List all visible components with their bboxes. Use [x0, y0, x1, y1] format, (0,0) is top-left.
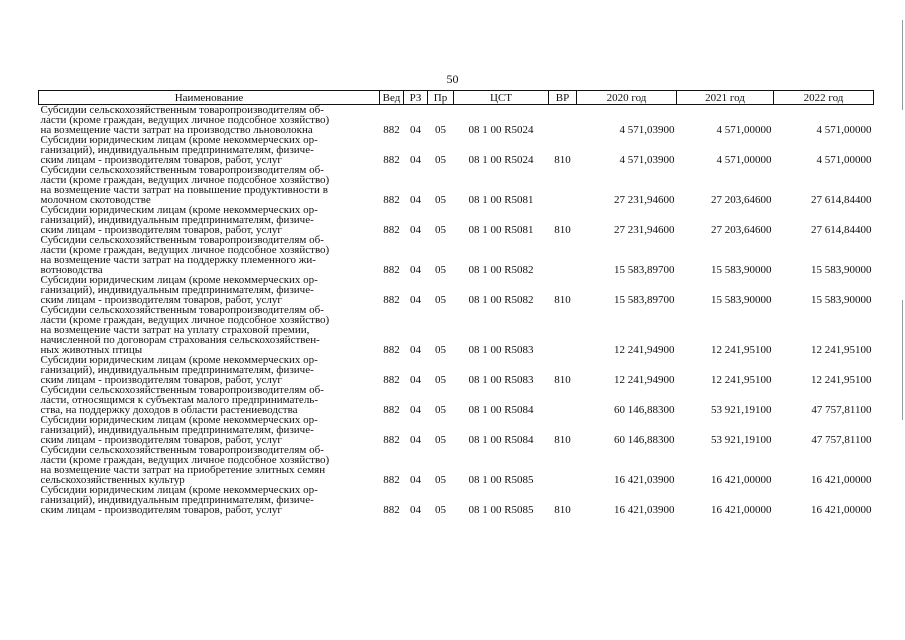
cell-pr: 05	[435, 404, 446, 416]
cell-name-line: на возмещение части затрат на приобретение элитных семян	[40, 464, 326, 476]
cell-pr: 05	[435, 434, 446, 446]
cell-name-line: Субсидии сельскохозяйственным товаропроизводителям об-	[40, 444, 324, 456]
cell-name	[39, 135, 380, 165]
header-cst: ЦСТ	[454, 91, 549, 105]
cell-pr: 05	[435, 294, 446, 306]
cell-name-line: ским лицам - производителям товаров, работ, услуг	[40, 504, 282, 516]
cell-pr: 05	[435, 374, 446, 386]
cell-cst: 08 1 00 R5083	[468, 344, 534, 356]
cell-vr: 810	[554, 504, 571, 516]
header-2022: 2022 год	[774, 91, 874, 105]
table-row	[39, 485, 874, 515]
cell-2022: 15 583,90000	[811, 294, 872, 306]
cell-cst: 08 1 00 R5085	[468, 474, 534, 486]
cell-name-line: ласти (кроме граждан, ведущих личное подсобное хозяйство)	[40, 454, 330, 466]
cell-2020: 15 583,89700	[614, 294, 675, 306]
cell-2022: 12 241,95100	[811, 374, 872, 386]
cell-2022: 27 614,84400	[811, 224, 872, 236]
header-name: Наименование	[39, 91, 380, 105]
cell-ved: 882	[383, 474, 400, 486]
scan-edge-mark	[902, 20, 903, 110]
cell-name-line: начисленной по договорам страхования сельскохозяйствен-	[40, 334, 320, 346]
cell-name	[39, 485, 380, 515]
cell-name-line: Субсидии сельскохозяйственным товаропроизводителям об-	[40, 104, 324, 116]
cell-vr	[549, 305, 577, 355]
cell-name-line: Субсидии юридическим лицам (кроме некоммерческих ор-	[40, 134, 318, 146]
cell-vr	[549, 385, 577, 415]
cell-name-line: ским лицам - производителям товаров, работ, услуг	[40, 374, 282, 386]
cell-pr: 05	[435, 504, 446, 516]
cell-2021: 53 921,19100	[711, 434, 772, 446]
table-row	[39, 235, 874, 275]
cell-pr: 05	[435, 344, 446, 356]
cell-name-line: ским лицам - производителям товаров, работ, услуг	[40, 154, 282, 166]
cell-name-line: Субсидии сельскохозяйственным товаропроизводителям об-	[40, 234, 324, 246]
cell-vr: 810	[554, 434, 571, 446]
cell-2021: 16 421,00000	[711, 474, 772, 486]
cell-name	[39, 355, 380, 385]
cell-ved: 882	[383, 294, 400, 306]
cell-2020: 60 146,88300	[614, 404, 675, 416]
cell-2020: 12 241,94900	[614, 374, 675, 386]
cell-name-line: ласти (кроме граждан, ведущих личное подсобное хозяйство)	[40, 314, 330, 326]
cell-cst: 08 1 00 R5085	[468, 504, 534, 516]
cell-name-line: Субсидии юридическим лицам (кроме некоммерческих ор-	[40, 204, 318, 216]
cell-2022: 47 757,81100	[811, 404, 872, 416]
cell-2022: 12 241,95100	[811, 344, 872, 356]
cell-2020: 27 231,94600	[614, 224, 675, 236]
cell-vr	[549, 235, 577, 275]
table-header-row	[39, 91, 874, 105]
cell-2021: 15 583,90000	[711, 294, 772, 306]
cell-2020: 12 241,94900	[614, 344, 675, 356]
table-row	[39, 135, 874, 165]
cell-pr: 05	[435, 194, 446, 206]
cell-vr	[549, 445, 577, 485]
table-row	[39, 305, 874, 355]
cell-name-line: ганизаций), индивидуальным предпринимателям, физиче-	[40, 494, 314, 506]
cell-name	[39, 205, 380, 235]
cell-2020: 4 571,03900	[619, 154, 675, 166]
cell-vr	[549, 105, 577, 136]
cell-2021: 27 203,64600	[711, 224, 772, 236]
cell-name-line: ганизаций), индивидуальным предпринимателям, физиче-	[40, 424, 314, 436]
cell-ved: 882	[383, 404, 400, 416]
cell-cst: 08 1 00 R5024	[468, 154, 534, 166]
cell-2021: 4 571,00000	[716, 154, 772, 166]
cell-name-line: ганизаций), индивидуальным предпринимателям, физиче-	[40, 214, 314, 226]
cell-name	[39, 165, 380, 205]
cell-name-line: ским лицам - производителям товаров, работ, услуг	[40, 434, 282, 446]
cell-rz: 04	[410, 504, 421, 516]
cell-pr: 05	[435, 264, 446, 276]
scan-edge-mark	[902, 300, 903, 420]
cell-2020: 16 421,03900	[614, 504, 675, 516]
table-row	[39, 385, 874, 415]
cell-2021: 12 241,95100	[711, 374, 772, 386]
cell-2021: 4 571,00000	[716, 124, 772, 136]
cell-cst: 08 1 00 R5081	[468, 194, 534, 206]
cell-2020: 27 231,94600	[614, 194, 675, 206]
cell-vr: 810	[554, 154, 571, 166]
cell-2022: 16 421,00000	[811, 504, 872, 516]
cell-2021: 15 583,90000	[711, 264, 772, 276]
cell-rz: 04	[410, 124, 421, 136]
header-2021: 2021 год	[677, 91, 774, 105]
cell-ved: 882	[383, 344, 400, 356]
cell-2021: 16 421,00000	[711, 504, 772, 516]
page-number: 50	[446, 72, 459, 86]
cell-ved: 882	[383, 264, 400, 276]
cell-2021: 12 241,95100	[711, 344, 772, 356]
cell-rz: 04	[410, 194, 421, 206]
cell-2022: 16 421,00000	[811, 474, 872, 486]
cell-name-line: Субсидии юридическим лицам (кроме некоммерческих ор-	[40, 354, 318, 366]
cell-name-line: ганизаций), индивидуальным предпринимателям, физиче-	[40, 144, 314, 156]
cell-name-line: ства, на поддержку доходов в области растениеводства	[40, 404, 298, 416]
cell-name-line: Субсидии сельскохозяйственным товаропроизводителям об-	[40, 164, 324, 176]
cell-cst: 08 1 00 R5082	[468, 264, 534, 276]
cell-name-line: на возмещение части затрат на уплату страховой премии,	[40, 324, 310, 336]
table-row	[39, 445, 874, 485]
cell-name	[39, 305, 380, 355]
cell-name-line: вотноводства	[40, 264, 103, 276]
cell-2021: 53 921,19100	[711, 404, 772, 416]
cell-2022: 15 583,90000	[811, 264, 872, 276]
cell-pr: 05	[435, 154, 446, 166]
cell-cst: 08 1 00 R5084	[468, 404, 534, 416]
table-row	[39, 105, 874, 136]
cell-cst: 08 1 00 R5083	[468, 374, 534, 386]
table-row	[39, 415, 874, 445]
cell-pr: 05	[435, 224, 446, 236]
cell-name	[39, 235, 380, 275]
cell-2022: 27 614,84400	[811, 194, 872, 206]
cell-pr: 05	[435, 474, 446, 486]
cell-rz: 04	[410, 154, 421, 166]
cell-ved: 882	[383, 504, 400, 516]
cell-rz: 04	[410, 224, 421, 236]
cell-rz: 04	[410, 434, 421, 446]
table-row	[39, 275, 874, 305]
cell-cst: 08 1 00 R5081	[468, 224, 534, 236]
table-body	[39, 105, 874, 516]
cell-vr	[549, 165, 577, 205]
cell-pr: 05	[435, 124, 446, 136]
cell-2020: 4 571,03900	[619, 124, 675, 136]
cell-2020: 16 421,03900	[614, 474, 675, 486]
header-ved: Вед	[380, 91, 404, 105]
cell-2021: 27 203,64600	[711, 194, 772, 206]
cell-vr: 810	[554, 374, 571, 386]
cell-name-line: ласти, относящимся к субъектам малого предприниматель-	[40, 394, 318, 406]
cell-rz: 04	[410, 294, 421, 306]
cell-cst: 08 1 00 R5024	[468, 124, 534, 136]
header-pr: Пр	[428, 91, 454, 105]
cell-name-line: ных животных птицы	[40, 344, 143, 356]
cell-ved: 882	[383, 124, 400, 136]
cell-cst: 08 1 00 R5082	[468, 294, 534, 306]
cell-vr: 810	[554, 224, 571, 236]
cell-name-line: ским лицам - производителям товаров, работ, услуг	[40, 224, 282, 236]
cell-2022: 47 757,81100	[811, 434, 872, 446]
cell-ved: 882	[383, 194, 400, 206]
cell-2020: 60 146,88300	[614, 434, 675, 446]
cell-name	[39, 105, 380, 136]
cell-vr: 810	[554, 294, 571, 306]
budget-table	[38, 90, 874, 515]
table-row	[39, 205, 874, 235]
cell-ved: 882	[383, 224, 400, 236]
cell-name-line: на возмещение части затрат на поддержку племенного жи-	[40, 254, 316, 266]
cell-cst: 08 1 00 R5084	[468, 434, 534, 446]
cell-name-line: Субсидии юридическим лицам (кроме некоммерческих ор-	[40, 484, 318, 496]
cell-rz: 04	[410, 264, 421, 276]
cell-name	[39, 445, 380, 485]
cell-name-line: сельскохозяйственных культур	[40, 474, 185, 486]
cell-name-line: ласти (кроме граждан, ведущих личное подсобное хозяйство)	[40, 174, 330, 186]
cell-rz: 04	[410, 374, 421, 386]
cell-ved: 882	[383, 154, 400, 166]
cell-name-line: ганизаций), индивидуальным предпринимателям, физиче-	[40, 364, 314, 376]
cell-name-line: Субсидии сельскохозяйственным товаропроизводителям об-	[40, 384, 324, 396]
cell-rz: 04	[410, 404, 421, 416]
cell-name-line: Субсидии сельскохозяйственным товаропроизводителям об-	[40, 304, 324, 316]
cell-rz: 04	[410, 474, 421, 486]
cell-name	[39, 415, 380, 445]
cell-ved: 882	[383, 434, 400, 446]
cell-name-line: ласти (кроме граждан, ведущих личное подсобное хозяйство)	[40, 244, 330, 256]
header-rz: РЗ	[404, 91, 428, 105]
cell-name-line: ганизаций), индивидуальным предпринимателям, физиче-	[40, 284, 314, 296]
cell-name-line: Субсидии юридическим лицам (кроме некоммерческих ор-	[40, 414, 318, 426]
cell-name	[39, 275, 380, 305]
table-row	[39, 165, 874, 205]
cell-2022: 4 571,00000	[816, 154, 872, 166]
cell-name-line: молочном скотоводстве	[40, 194, 151, 206]
cell-2022: 4 571,00000	[816, 124, 872, 136]
cell-name	[39, 385, 380, 415]
cell-name-line: ласти (кроме граждан, ведущих личное подсобное хозяйство)	[40, 114, 330, 126]
cell-rz: 04	[410, 344, 421, 356]
cell-name-line: на возмещение части затрат на производство льноволокна	[40, 124, 313, 136]
cell-2020: 15 583,89700	[614, 264, 675, 276]
header-2020: 2020 год	[577, 91, 677, 105]
header-vr: ВР	[549, 91, 577, 105]
cell-name-line: ским лицам - производителям товаров, работ, услуг	[40, 294, 282, 306]
table-row	[39, 355, 874, 385]
cell-name-line: Субсидии юридическим лицам (кроме некоммерческих ор-	[40, 274, 318, 286]
cell-name-line: на возмещение части затрат на повышение продуктивности в	[40, 184, 328, 196]
cell-ved: 882	[383, 374, 400, 386]
